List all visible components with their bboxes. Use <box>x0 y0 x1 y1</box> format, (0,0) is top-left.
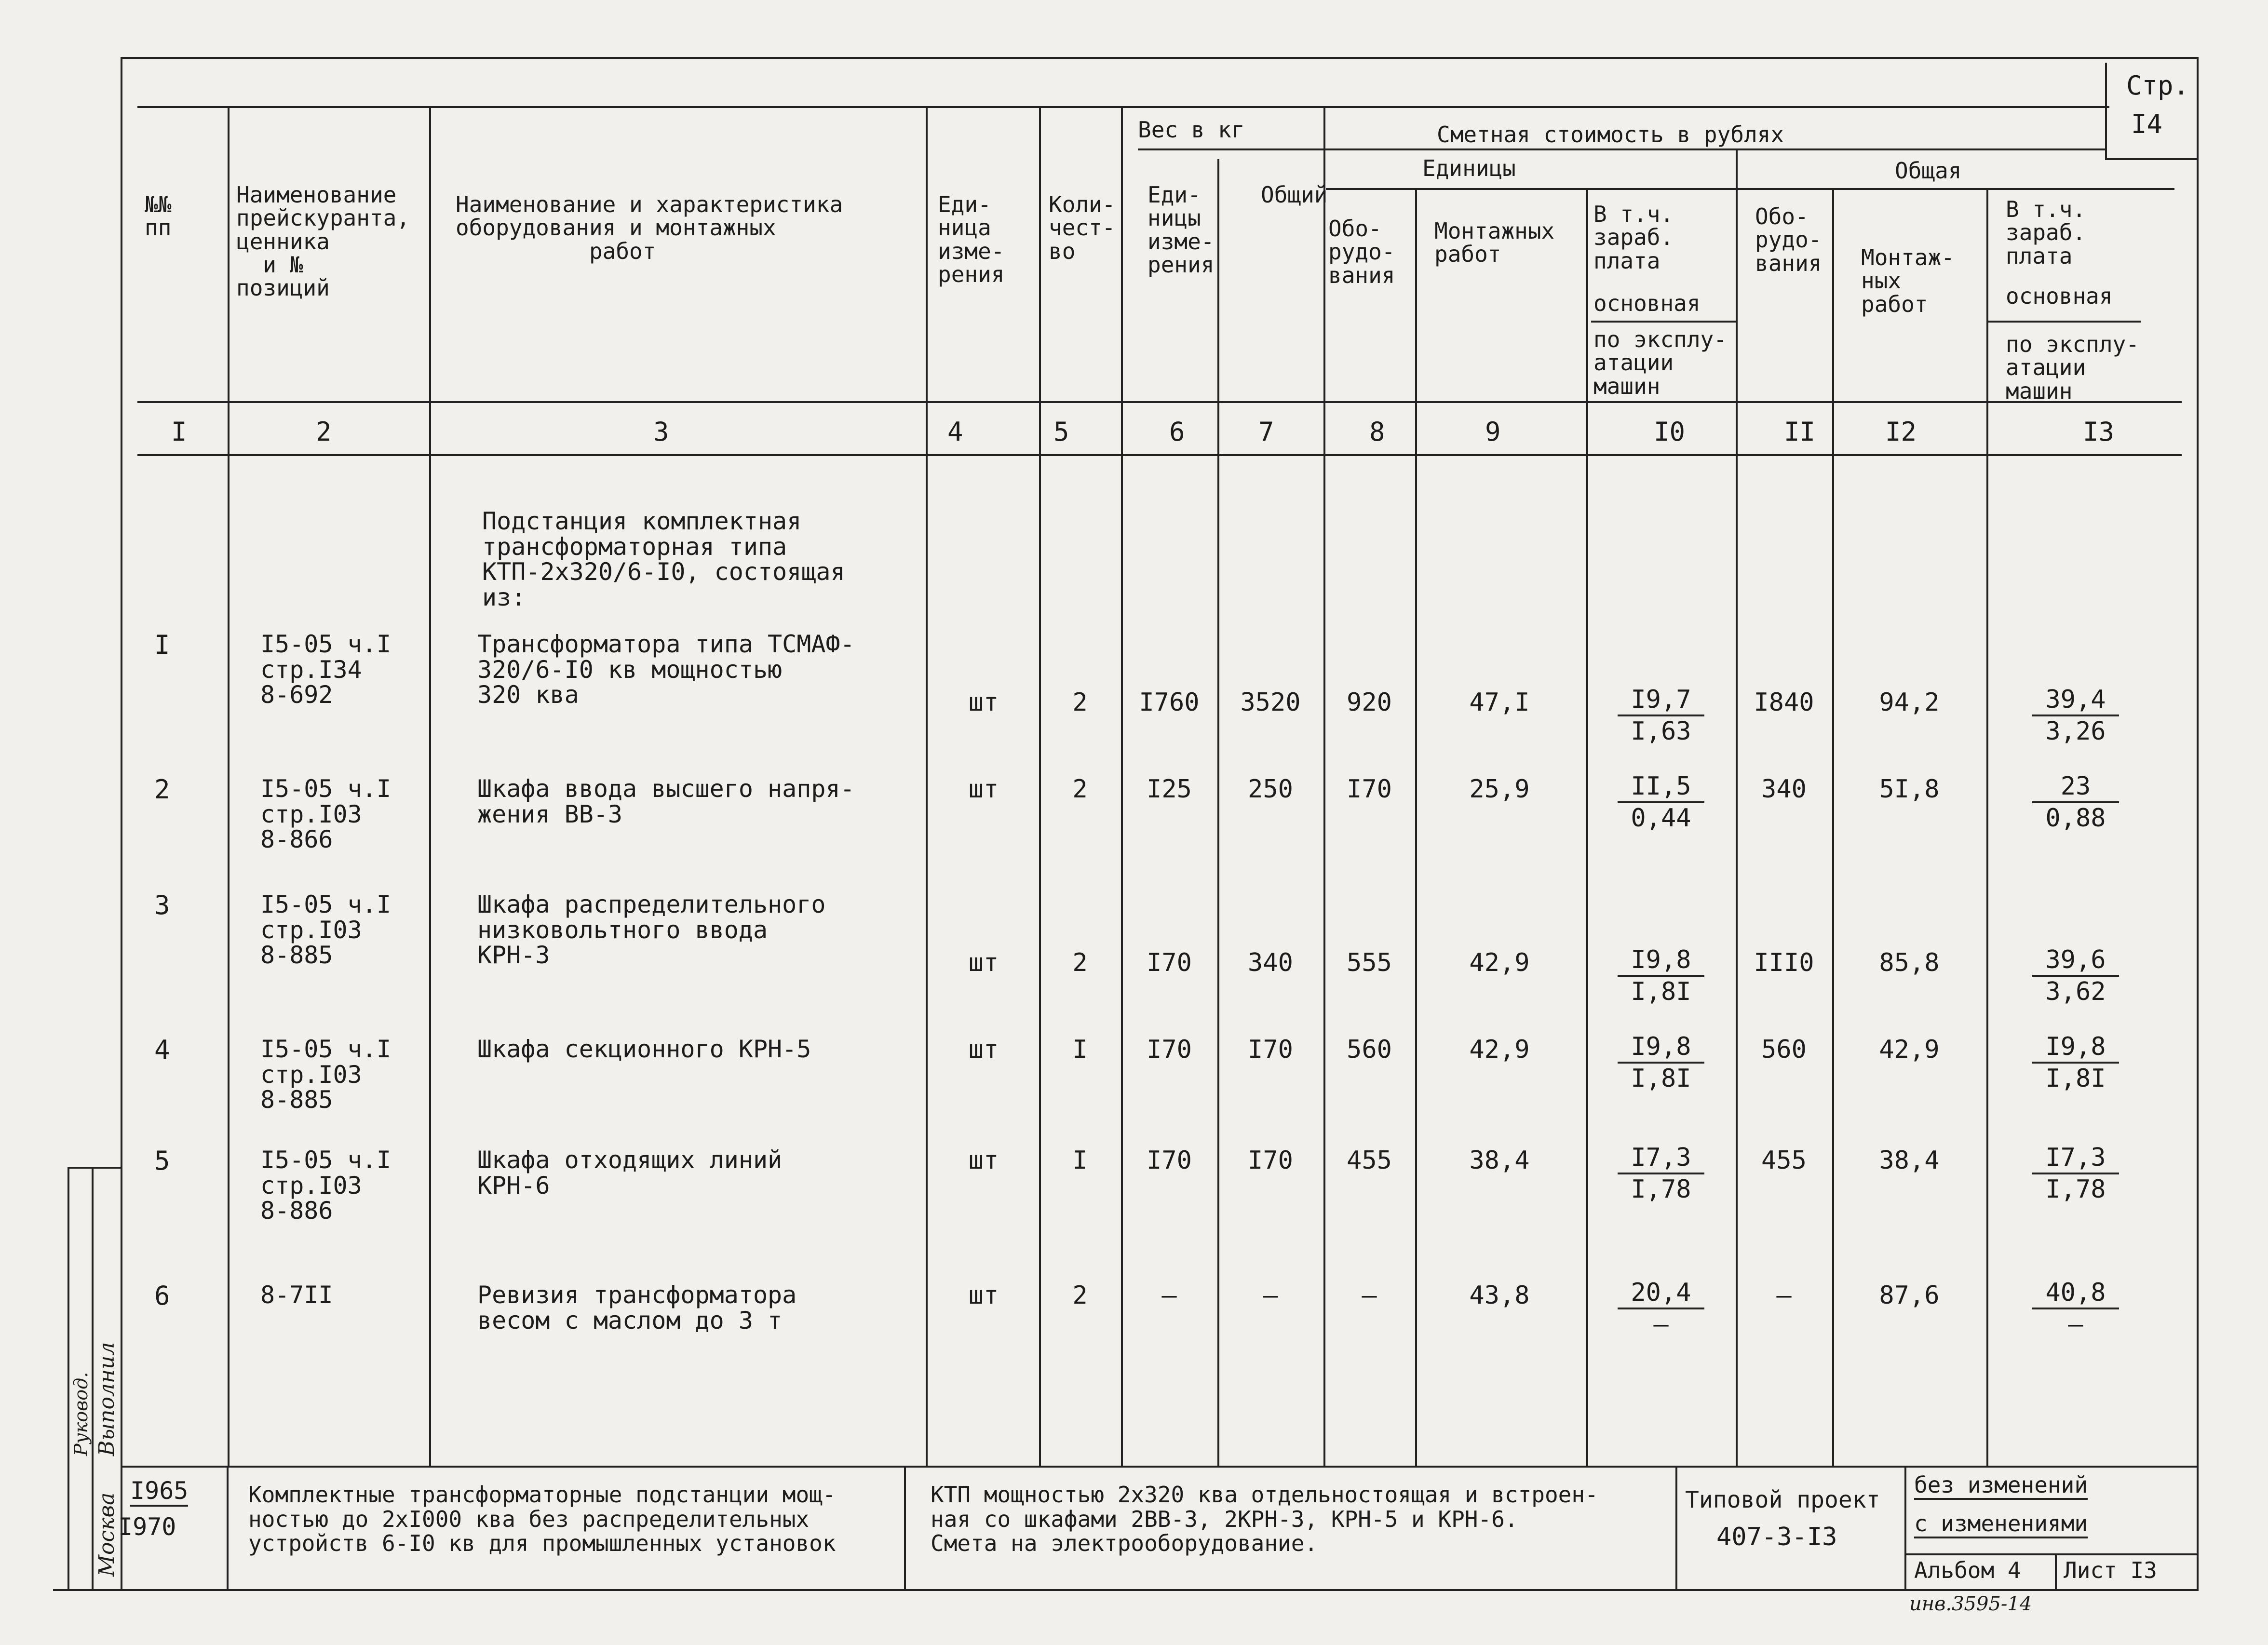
col-sep-8 <box>1415 188 1417 1466</box>
stamp-no-change: без изменений <box>1914 1473 2088 1497</box>
row-unit: шт <box>968 775 999 804</box>
row-quantity: 2 <box>1072 948 1088 977</box>
col-sep-12 <box>1986 188 1988 1466</box>
row-price-reference: 8-7II <box>260 1281 333 1309</box>
row-wage <box>1618 1143 1704 1205</box>
column-number-2: 2 <box>316 417 332 447</box>
row-quantity: 2 <box>1072 775 1088 804</box>
stamp-inventory: инв.3595-14 <box>1909 1593 2032 1615</box>
header-weight-unit: Еди- ницы изме- рения <box>1148 182 1215 278</box>
column-number-10: I0 <box>1654 417 1686 447</box>
row-mounting-cost: 47,I <box>1469 688 1530 717</box>
stamp-year1: I965 <box>130 1478 188 1504</box>
column-number-6: 6 <box>1169 417 1185 447</box>
row-wage-total-machines: 3,62 <box>2045 977 2106 1007</box>
row-wage-total-basic: I9,8 <box>2032 1032 2119 1064</box>
col-sep-3 <box>926 106 928 1466</box>
row-equipment-cost: I70 <box>1347 775 1392 804</box>
row-equipment-total: 560 <box>1761 1035 1807 1064</box>
row-wage-total <box>2032 1143 2119 1205</box>
column-number-5: 5 <box>1053 417 1069 447</box>
header-unit-group: Единицы <box>1422 155 1516 181</box>
frame-left <box>121 57 122 1590</box>
row-number: 5 <box>154 1146 170 1176</box>
header-weight-group: Вес в кг <box>1138 117 1245 143</box>
stamp-project-number: 407-3-I3 <box>1716 1523 1837 1551</box>
row-item-name: Шкафа ввода высшего напря- жения ВВ-3 <box>477 775 855 828</box>
header-weight-total: Общий <box>1261 182 1328 208</box>
table-top <box>137 106 2109 108</box>
column-number-4: 4 <box>947 417 963 447</box>
header-price: Наименование прейскуранта, ценника и № позиций <box>236 182 410 301</box>
row-weight-total: 3520 <box>1240 688 1301 717</box>
stamp-sep-3 <box>1675 1466 1677 1589</box>
col-sep-11 <box>1832 188 1834 1466</box>
stamp-sheet: Лист I3 <box>2064 1557 2157 1583</box>
intro-text: Подстанция комплектная трансформаторная типа КТП-2х320/6-I0, состоящая из: <box>482 507 845 611</box>
row-mounting-cost: 25,9 <box>1469 775 1530 804</box>
page-box-bottom <box>2105 158 2197 160</box>
row-price-reference: I5-05 ч.I стр.I03 8-866 <box>260 775 391 853</box>
row-equipment-total: 455 <box>1761 1146 1807 1175</box>
row-weight-unit: – <box>1161 1281 1177 1310</box>
row-equipment-cost: – <box>1362 1281 1377 1310</box>
row-price-reference: I5-05 ч.I стр.I03 8-885 <box>260 1035 391 1114</box>
row-weight-unit: I70 <box>1147 1035 1192 1064</box>
header-wage-basic: основная <box>1593 290 1701 316</box>
row-wage-total-machines: – <box>2068 1310 2083 1339</box>
colnum-bottom <box>137 454 2182 456</box>
row-equipment-total: – <box>1776 1281 1792 1310</box>
row-weight-unit: I70 <box>1147 1146 1192 1175</box>
row-wage-total <box>2032 1278 2119 1340</box>
col-sep-1 <box>228 106 230 1466</box>
row-unit: шт <box>968 1146 999 1175</box>
row-wage-total-basic: 23 <box>2032 771 2119 803</box>
stamp-sep-4 <box>1904 1466 1906 1589</box>
column-number-3: 3 <box>653 417 669 447</box>
header-wage-total-mach: по эксплу- атации машин <box>2006 331 2139 404</box>
frame-bottom <box>53 1589 2199 1591</box>
row-mounting-total: 42,9 <box>1879 1035 1940 1064</box>
row-wage-total-basic: I7,3 <box>2032 1143 2119 1174</box>
row-mounting-cost: 43,8 <box>1469 1281 1530 1310</box>
row-item-name: Шкафа распределительного низковольтного ввода КРН-3 <box>477 890 826 969</box>
side-city: Москва <box>94 1492 119 1577</box>
col-sep-4 <box>1039 106 1041 1466</box>
row-weight-unit: I70 <box>1147 948 1192 977</box>
row-wage <box>1618 1032 1704 1094</box>
header-mount-total: Монтаж- ных работ <box>1861 244 1955 317</box>
header-equip-total: Обо- рудо- вания <box>1755 203 1822 276</box>
column-number-8: 8 <box>1369 417 1385 447</box>
row-wage-basic: I7,3 <box>1618 1143 1704 1174</box>
row-wage-total-basic: 39,4 <box>2032 685 2119 716</box>
row-number: 3 <box>154 890 170 920</box>
row-equipment-cost: 920 <box>1347 688 1392 717</box>
row-wage-total-machines: 0,88 <box>2045 804 2106 833</box>
header-wage-total: В т.ч. зараб. плата <box>2006 196 2086 269</box>
row-unit: шт <box>968 688 999 717</box>
row-equipment-total: I840 <box>1754 688 1814 717</box>
frame-right <box>2197 57 2199 1590</box>
row-mounting-total: 85,8 <box>1879 948 1940 977</box>
row-wage-total <box>2032 685 2119 747</box>
row-mounting-cost: 42,9 <box>1469 1035 1530 1064</box>
row-number: 2 <box>154 774 170 805</box>
row-weight-total: I70 <box>1248 1035 1293 1064</box>
header-cost-group: Сметная стоимость в рублях <box>1437 121 1784 148</box>
side-stamp-line2 <box>92 1167 94 1591</box>
row-quantity: 2 <box>1072 1281 1088 1310</box>
row-mounting-cost: 42,9 <box>1469 948 1530 977</box>
row-item-name: Ревизия трансформатора весом с маслом до 3 т <box>477 1281 797 1335</box>
page-label: Стр. <box>2126 70 2189 101</box>
row-wage-machines: I,63 <box>1631 717 1691 746</box>
header-num: №№ пп <box>145 191 172 241</box>
row-weight-total: 250 <box>1248 775 1293 804</box>
row-mounting-total: 5I,8 <box>1879 775 1940 804</box>
col-sep-9 <box>1586 188 1588 1466</box>
row-weight-total: 340 <box>1248 948 1293 977</box>
stamp-line-album <box>1904 1553 2199 1555</box>
column-number-11: II <box>1784 417 1816 447</box>
row-wage-total <box>2032 1032 2119 1094</box>
wage-sub-line2 <box>1986 321 2141 323</box>
wage-sub-line1 <box>1591 321 1736 323</box>
row-weight-unit: I760 <box>1139 688 1200 717</box>
row-unit: шт <box>968 1035 999 1064</box>
row-mounting-total: 38,4 <box>1879 1146 1940 1175</box>
stamp-sep-2 <box>904 1466 906 1589</box>
row-unit: шт <box>968 1281 999 1310</box>
side-org: Выполнил <box>94 1342 119 1456</box>
header-wage-total-basic: основная <box>2006 283 2113 309</box>
row-equipment-cost: 560 <box>1347 1035 1392 1064</box>
header-name: Наименование и характеристика оборудования и монтажных работ <box>456 191 843 264</box>
stamp-project-label: Типовой проект <box>1685 1486 1880 1513</box>
row-wage <box>1618 685 1704 747</box>
header-mount: Монтажных работ <box>1434 218 1555 268</box>
col-sep-10 <box>1736 149 1738 1466</box>
row-weight-unit: I25 <box>1147 775 1192 804</box>
row-equipment-total: 340 <box>1761 775 1807 804</box>
row-wage <box>1618 1278 1704 1340</box>
row-wage <box>1618 945 1704 1007</box>
row-wage-total-basic: 39,6 <box>2032 945 2119 977</box>
row-item-name: Шкафа секционного КРН-5 <box>477 1035 811 1063</box>
header-bottom <box>137 401 2182 403</box>
row-item-name: Шкафа отходящих линий КРН-6 <box>477 1146 783 1200</box>
row-mounting-total: 94,2 <box>1879 688 1940 717</box>
row-wage-basic: I9,8 <box>1618 945 1704 977</box>
row-wage-total-machines: 3,26 <box>2045 717 2106 746</box>
row-wage-total <box>2032 945 2119 1007</box>
row-item-name: Трансформатора типа ТСМАФ- 320/6-I0 кв мощностью 320 ква <box>477 630 855 709</box>
row-price-reference: I5-05 ч.I стр.I03 8-886 <box>260 1146 391 1225</box>
row-wage-basic: II,5 <box>1618 771 1704 803</box>
row-wage-machines: – <box>1653 1310 1669 1339</box>
header-wage: В т.ч. зараб. плата <box>1593 201 1674 274</box>
header-total-group: Общая <box>1895 158 1962 184</box>
row-mounting-total: 87,6 <box>1879 1281 1940 1310</box>
row-quantity: I <box>1072 1146 1088 1175</box>
weight-line <box>1138 148 2107 150</box>
col-sep-2 <box>429 106 431 1466</box>
header-wage-mach: по эксплу- атации машин <box>1593 326 1727 399</box>
header-unit: Еди- ница изме- рения <box>938 191 1005 287</box>
row-wage-machines: I,8I <box>1631 977 1691 1007</box>
row-wage-basic: I9,7 <box>1618 685 1704 716</box>
header-qty: Коли- чест- во <box>1049 191 1116 264</box>
row-weight-total: I70 <box>1248 1146 1293 1175</box>
row-equipment-total: III0 <box>1754 948 1814 977</box>
column-number-13: I3 <box>2083 417 2115 447</box>
row-wage-basic: I9,8 <box>1618 1032 1704 1064</box>
column-number-9: 9 <box>1485 417 1501 447</box>
unit-line <box>1326 188 2174 190</box>
row-wage-total-basic: 40,8 <box>2032 1278 2119 1309</box>
row-equipment-cost: 555 <box>1347 948 1392 977</box>
row-wage-total-machines: I,78 <box>2045 1175 2106 1204</box>
col-sep-5 <box>1121 106 1123 1466</box>
col-sep-6 <box>1217 159 1219 1466</box>
row-number: 6 <box>154 1281 170 1311</box>
row-wage-total-machines: I,8I <box>2045 1064 2106 1093</box>
stamp-title1: Комплектные трансформаторные подстанции мощ- ностью до 2хI000 ква без распределительных устройств 6-I0 кв для промышленных установок <box>248 1482 836 1557</box>
stamp-sep-5 <box>2055 1553 2057 1589</box>
side-stamp-top <box>68 1167 122 1169</box>
frame-top <box>121 57 2199 59</box>
column-number-12: I2 <box>1885 417 1917 447</box>
column-number-1: I <box>171 417 187 447</box>
row-price-reference: I5-05 ч.I стр.I34 8-692 <box>260 630 391 709</box>
row-mounting-cost: 38,4 <box>1469 1146 1530 1175</box>
header-equip: Обо- рудо- вания <box>1328 216 1395 288</box>
row-weight-total: – <box>1263 1281 1278 1310</box>
stamp-title2: КТП мощностью 2х320 ква отдельностоящая и встроен- ная со шкафами 2ВВ-3, 2КРН-3, КРН-5 и КРН-6. Смета на электрооборудование. <box>931 1482 1598 1557</box>
side-org2: Руковод. <box>70 1372 92 1456</box>
row-quantity: I <box>1072 1035 1088 1064</box>
row-number: I <box>154 630 170 660</box>
column-number-7: 7 <box>1258 417 1274 447</box>
row-unit: шт <box>968 948 999 977</box>
row-wage-basic: 20,4 <box>1618 1278 1704 1309</box>
row-price-reference: I5-05 ч.I стр.I03 8-885 <box>260 890 391 969</box>
row-number: 4 <box>154 1035 170 1065</box>
row-wage-machines: I,78 <box>1631 1175 1691 1204</box>
page-number: I4 <box>2131 109 2163 139</box>
side-stamp-line1 <box>68 1167 69 1591</box>
row-wage <box>1618 771 1704 834</box>
stamp-top <box>121 1466 2199 1468</box>
row-quantity: 2 <box>1072 688 1088 717</box>
stamp-with-change: с изменениями <box>1914 1511 2088 1536</box>
page-box-left <box>2105 63 2107 159</box>
row-equipment-cost: 455 <box>1347 1146 1392 1175</box>
stamp-sep-1 <box>227 1466 229 1589</box>
stamp-album: Альбом 4 <box>1914 1557 2021 1583</box>
row-wage-machines: I,8I <box>1631 1064 1691 1093</box>
stamp-year2: I970 <box>118 1513 176 1541</box>
col-sep-7 <box>1323 106 1325 1466</box>
row-wage-machines: 0,44 <box>1631 804 1691 833</box>
row-wage-total <box>2032 771 2119 834</box>
